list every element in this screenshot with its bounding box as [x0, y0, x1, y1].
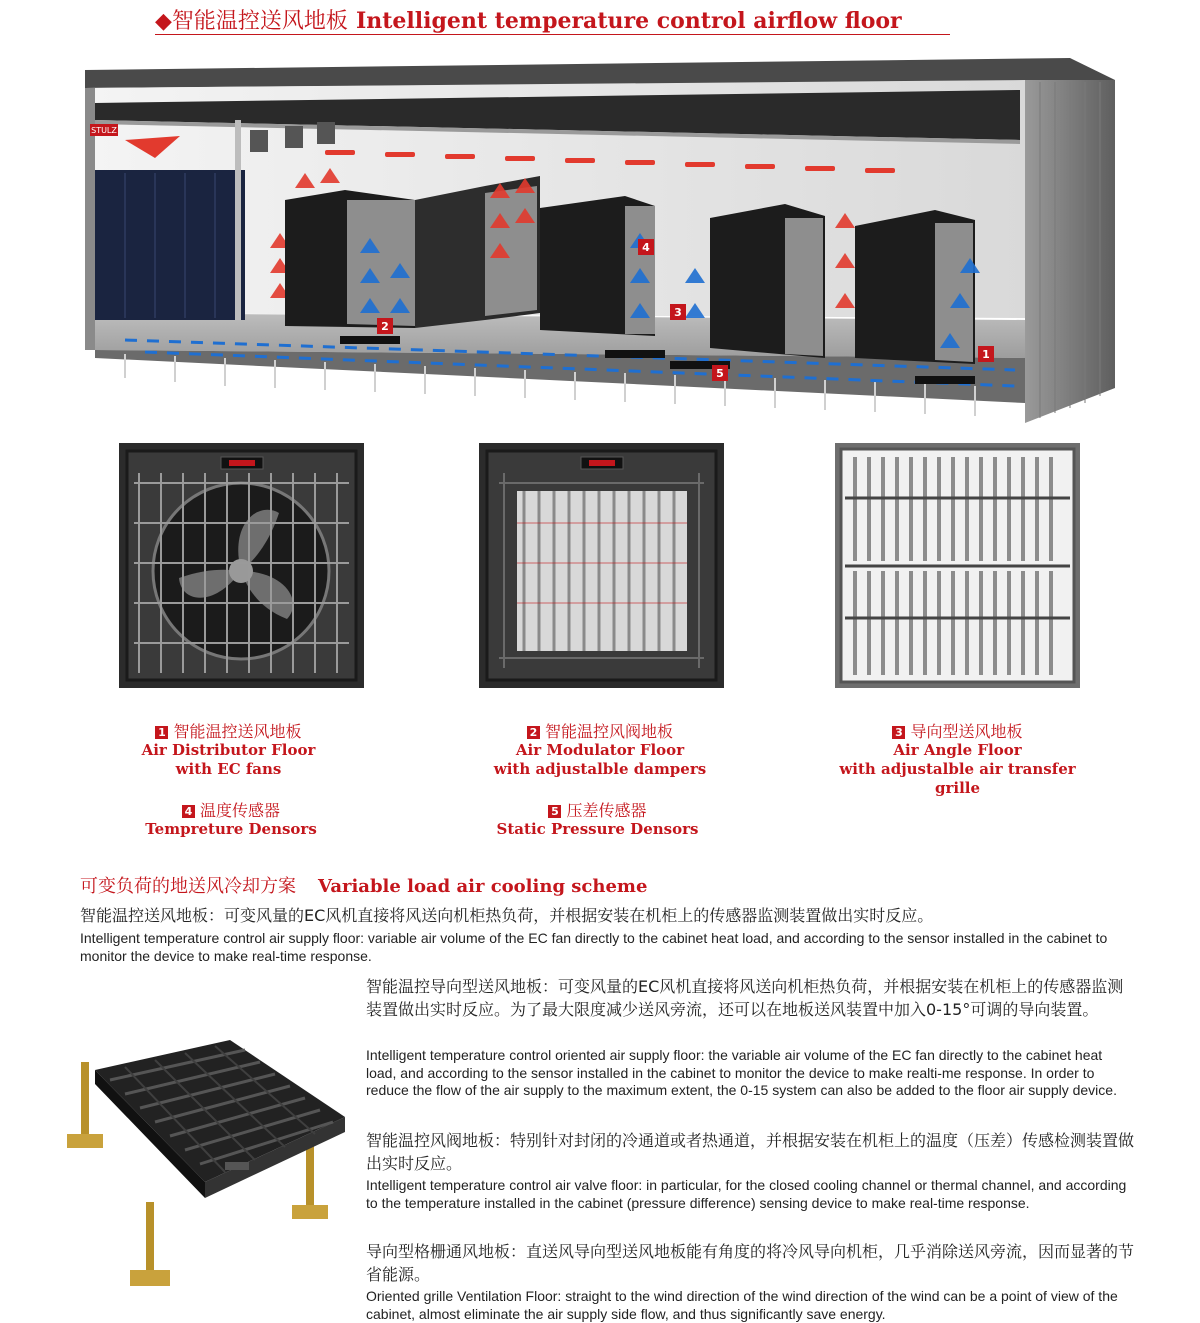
- caption-en-line1: Air Distributor Floor: [141, 741, 316, 759]
- caption-number: 5: [548, 805, 561, 818]
- crac-unit: [95, 170, 245, 320]
- crac-pipe: [235, 120, 241, 320]
- intro-cn: 智能温控送风地板：可变风量的EC风机直接将风送向机柜热负荷，并根据安装在机柜上的传感器监测装置做出实时反应。: [80, 906, 934, 925]
- section-heading-en: Variable load air cooling scheme: [318, 876, 648, 897]
- caption-air-modulator-floor: [470, 722, 730, 779]
- caption-en: Static Pressure Densors: [496, 820, 699, 838]
- title-en: Intelligent temperature control airflow floor: [355, 8, 902, 34]
- paragraph-oriented-floor-en: Intelligent temperature control oriented air supply floor: the variable air volume of the EC fan directly to the cabinet heat load, and according to the sensor installed in the cabinet to monitor the device to make realti-me response. In order to reduce the flow of the air supply to the maximum extent, the 0-15 system can also be added to the floor air supply device.: [366, 1047, 1117, 1098]
- caption-number: 3: [892, 726, 905, 739]
- caption-temperature-sensor: [106, 801, 356, 839]
- section-heading-cn: 可变负荷的地送风冷却方案: [80, 876, 296, 897]
- caption-cn: 智能温控送风地板: [173, 722, 302, 741]
- svg-text:5: 5: [716, 367, 724, 380]
- floor-panel-pedestal-photo: [55, 1022, 355, 1302]
- caption-air-angle-floor: [820, 722, 1095, 798]
- caption-cn: 压差传感器: [566, 801, 647, 820]
- datacenter-airflow-diagram: [85, 58, 1115, 428]
- paragraph-valve-floor-en: Intelligent temperature control air valve floor: in particular, for the closed cooling channel or thermal channel, and according to the temperature installed in the cabinet (pressure difference) sensing device to make real-time response.: [366, 1177, 1127, 1211]
- brand-label: STULZ: [91, 126, 117, 135]
- caption-en-line2: with adjustalble dampers: [493, 760, 707, 778]
- title-bullet: ◆: [155, 9, 172, 34]
- caption-cn: 温度传感器: [199, 801, 280, 820]
- grille-floor-photo: [835, 443, 1080, 688]
- caption-en-line2: with EC fans: [175, 760, 282, 778]
- svg-text:3: 3: [674, 306, 682, 319]
- caption-en: Tempreture Densors: [145, 820, 317, 838]
- paragraph-grille-floor-cn: 导向型格栅通风地板：直送风导向型送风地板能有角度的将冷风导向机柜，几乎消除送风旁流，因而显著的节省能源。: [366, 1242, 1135, 1284]
- intro-en: Intelligent temperature control air supply floor: variable air volume of the EC fan directly to the cabinet heat load, and according to the sensor installed in the cabinet to monitor the device to make real-time response.: [80, 930, 1108, 964]
- caption-cn: 导向型送风地板: [910, 722, 1023, 741]
- title-underline: [155, 34, 950, 35]
- caption-number: 2: [527, 726, 540, 739]
- ec-fan-floor-photo: [119, 443, 364, 688]
- caption-en-line1: Air Angle Floor: [893, 741, 1022, 759]
- caption-pressure-sensor: [470, 801, 725, 839]
- caption-en-line1: Air Modulator Floor: [515, 741, 685, 759]
- svg-text:2: 2: [381, 320, 389, 333]
- svg-text:4: 4: [642, 241, 650, 254]
- svg-text:1: 1: [982, 348, 990, 361]
- title-cn: 智能温控送风地板: [171, 9, 348, 34]
- damper-floor-photo: [479, 443, 724, 688]
- paragraph-valve-floor-cn: 智能温控风阀地板：特别针对封闭的冷通道或者热通道，并根据安装在机柜上的温度（压差）传感检测装置做出实时反应。: [366, 1131, 1135, 1173]
- caption-air-distributor-floor: [106, 722, 351, 779]
- paragraph-oriented-floor-cn: 智能温控导向型送风地板：可变风量的EC风机直接将风送向机柜热负荷，并根据安装在机柜上的传感器监测装置做出实时反应。为了最大限度减少送风旁流，还可以在地板送风装置中加入0-15°可调的导向装置。: [366, 977, 1124, 1019]
- caption-cn: 智能温控风阀地板: [544, 722, 673, 741]
- paragraph-grille-floor-en: Oriented grille Ventilation Floor: straight to the wind direction of the wind direction of the wind can be a point of view of the cabinet, almost eliminate the air supply side flow, and thus significantly save energy.: [366, 1288, 1118, 1322]
- page-title: [155, 4, 902, 35]
- caption-number: 1: [155, 726, 168, 739]
- caption-number: 4: [182, 805, 195, 818]
- section-heading: [80, 872, 647, 898]
- caption-en-line2: with adjustalble air transfer grille: [839, 760, 1076, 797]
